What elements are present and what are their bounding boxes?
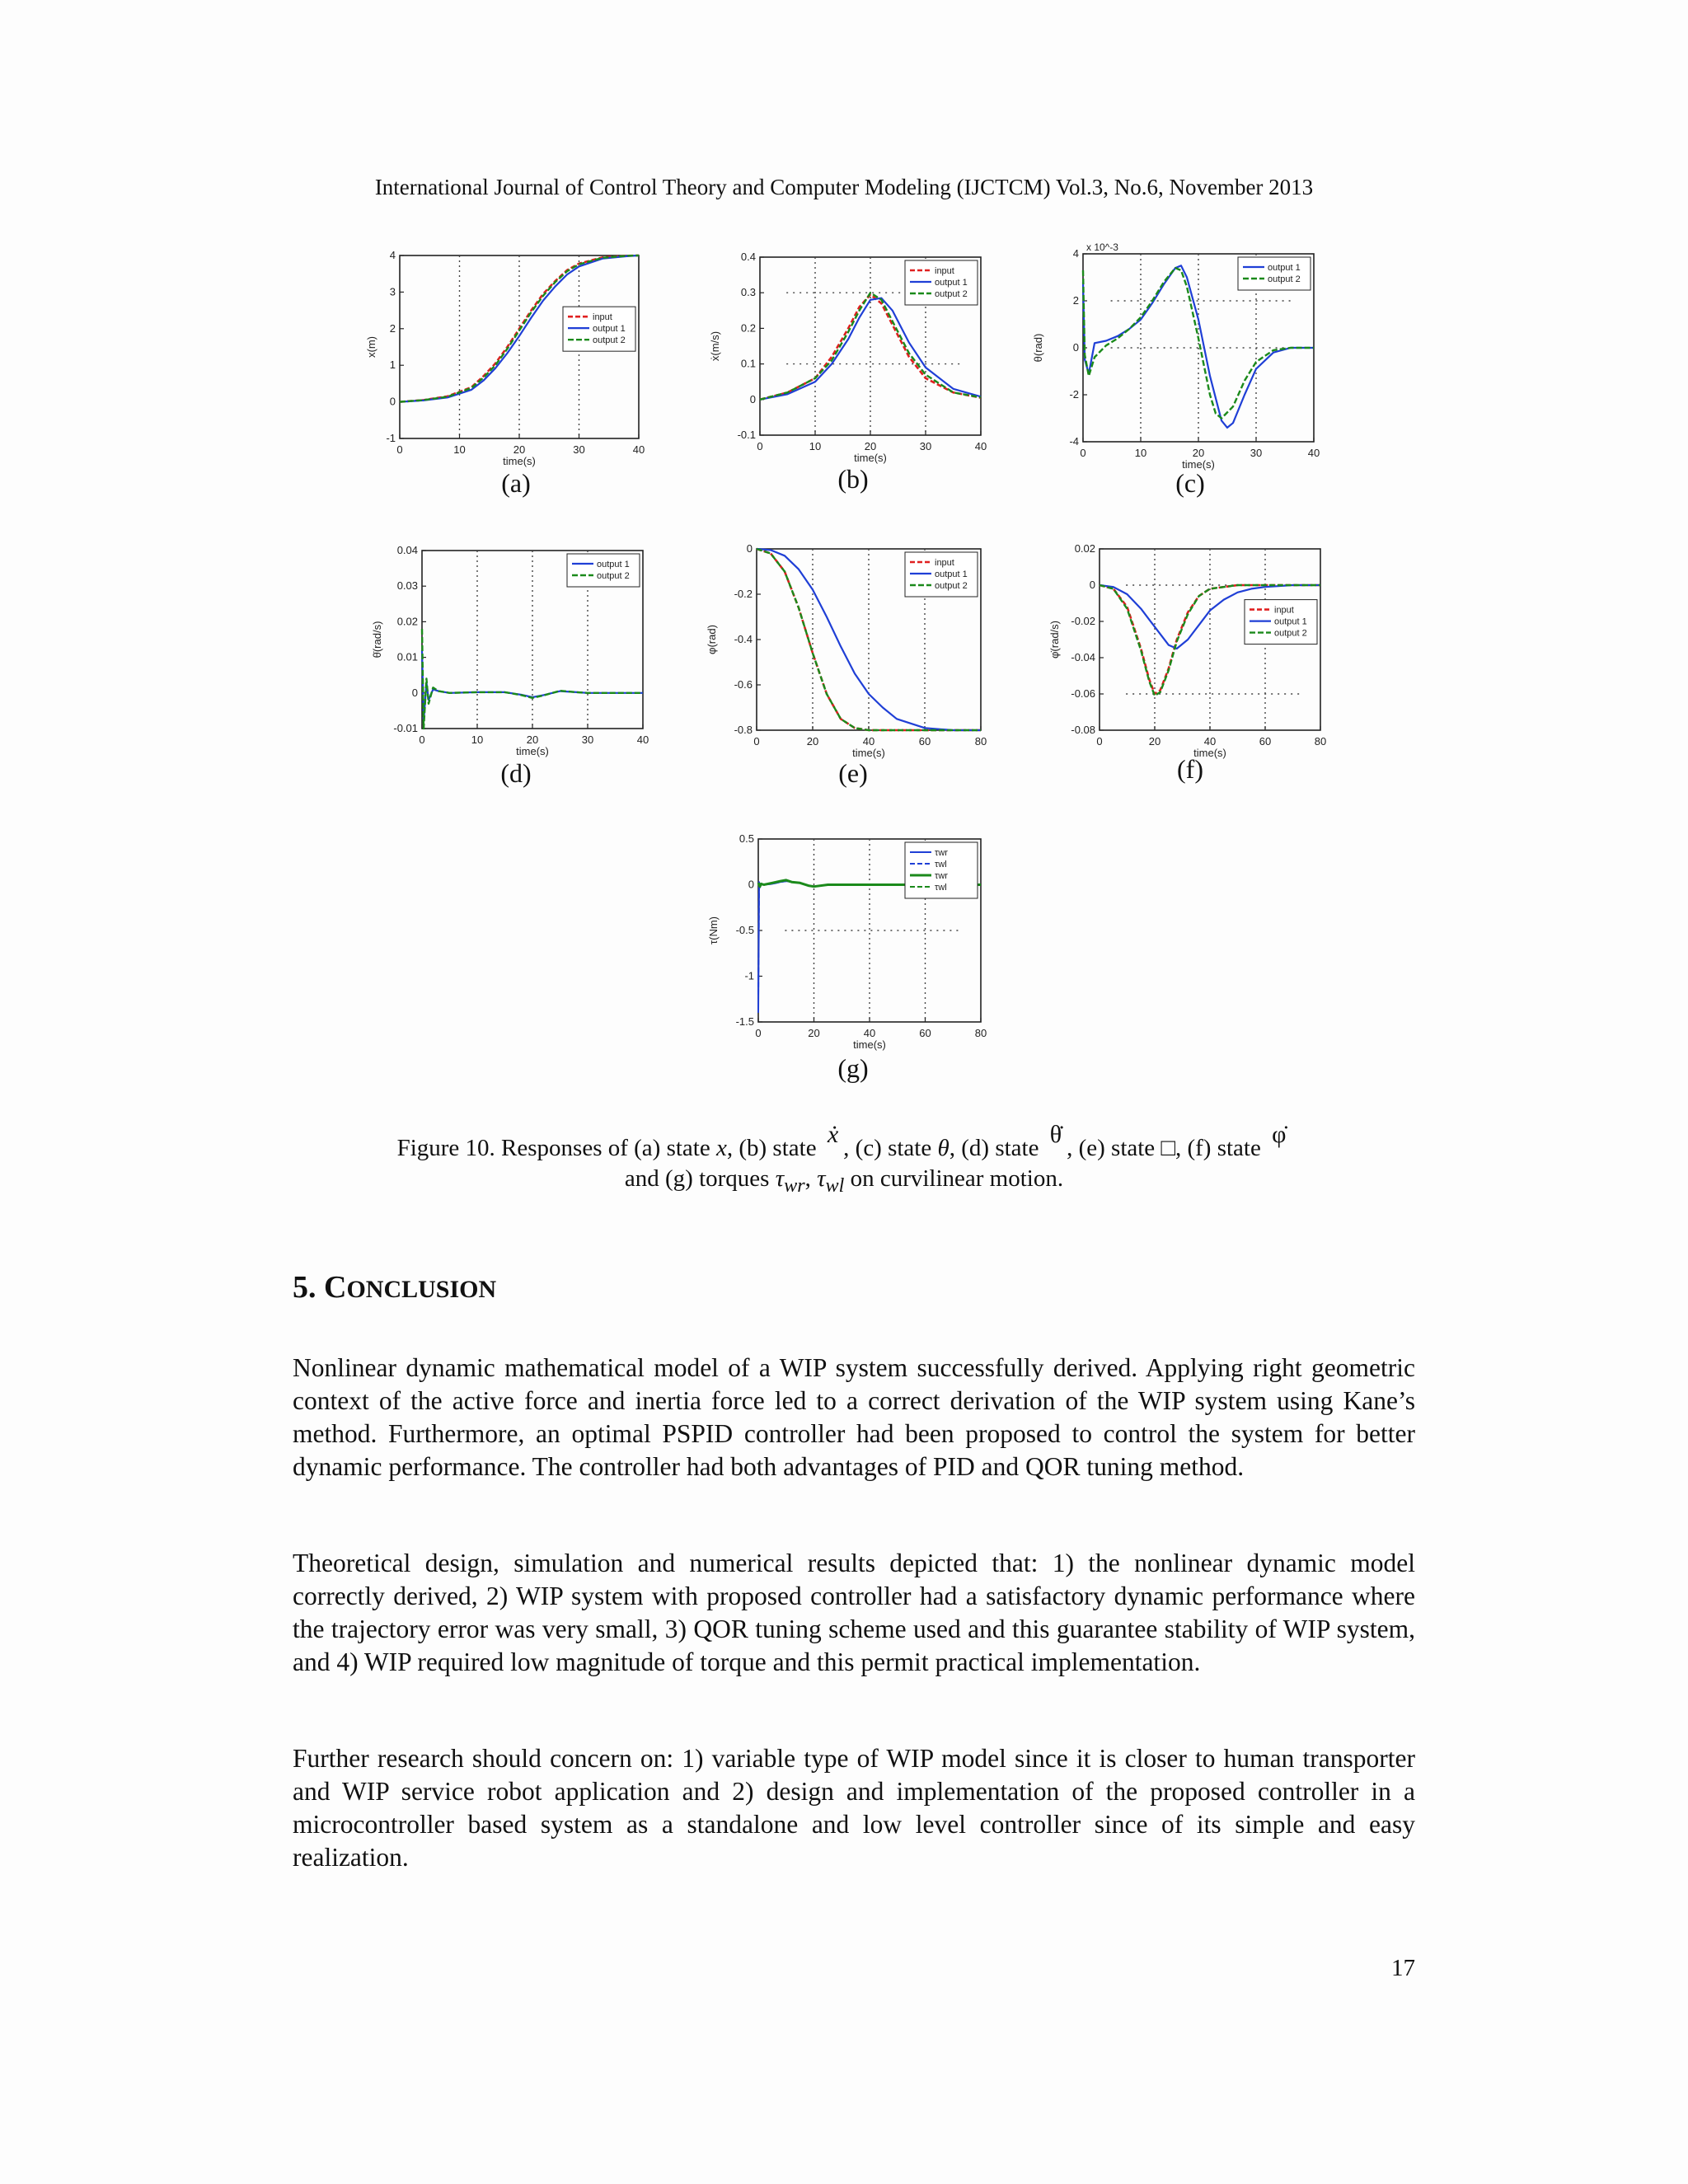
y-axis-label: x(m) [365,336,377,358]
subfigure-label-d: (d) [500,758,532,788]
x-tick-label: 10 [809,440,822,452]
y-tick-label: 0 [748,878,754,891]
y-tick-label: -0.06 [1071,687,1095,700]
x-axis-label: time(s) [852,747,885,759]
y-tick-label: 0.3 [740,286,756,299]
legend-label: output 2 [593,335,626,346]
legend-label: output 1 [935,278,968,288]
legend-label: input [593,312,612,323]
x-tick-label: 40 [863,1027,876,1039]
x-tick-label: 60 [918,735,931,748]
y-tick-label: -0.02 [1071,615,1095,627]
x-tick-label: 60 [919,1027,931,1039]
subfigure-label-f: (f) [1177,754,1203,784]
x-tick-label: 20 [864,440,877,452]
caption-text: Figure 10. Responses of (a) state [396,1135,716,1161]
plot-f [1040,536,1337,766]
x-axis-label: time(s) [853,1038,886,1051]
paragraph-1: Nonlinear dynamic mathematical model of a WIP system successfully derived. Applying right geometric context of the active force and inertia force led to a correct derivation of the WIP system using Kane’s method. Furthermore, an optimal PSPID controller had been proposed to control the system for better dynamic performance. The controller had both advantages of PID and QOR tuning method. [293,1353,1415,1481]
y-tick-label: -2 [1069,388,1079,401]
y-axis-label: ẋ(m/s) [709,330,721,362]
legend-label: output 2 [1268,274,1301,284]
y-tick-label: 0.1 [740,357,756,370]
y-tick-label: 0 [1072,341,1079,354]
x-tick-label: 20 [808,1027,820,1039]
plot-c [1032,241,1337,480]
plot-b [701,241,997,480]
x-tick-label: 10 [453,443,466,456]
section-number: 5. [293,1270,324,1305]
legend-label: input [935,266,954,276]
y-tick-label: -0.01 [393,722,418,734]
y-tick-label: -0.5 [735,924,754,936]
x-tick-label: 20 [806,735,819,748]
x-axis-label: time(s) [516,745,549,757]
x-tick-label: 40 [1203,735,1217,748]
legend-label: τwl [935,860,947,869]
paragraph-3: Further research should concern on: 1) variable type of WIP model since it is closer to human transporter and WIP service robot application and 2) design and implementation of the proposed controller in a microcontroller based system as a standalone and low level controller since of its simple and easy realization. [293,1744,1415,1872]
legend-label: output 1 [597,560,630,569]
y-tick-label: 4 [389,249,396,261]
x-tick-label: 80 [974,1027,987,1039]
y-tick-label: -0.1 [737,429,756,441]
plot-a [363,241,659,480]
plot-d [363,536,659,766]
caption-symbol: τ [817,1165,826,1192]
y-tick-label: 0.04 [396,544,418,556]
legend-label: τwl [935,883,947,893]
legend-label: output 1 [1274,616,1307,627]
y-axis-label: θ(rad) [1032,333,1044,363]
x-axis-label: time(s) [1193,747,1226,759]
caption-text: , (f) state [1175,1135,1268,1161]
y-axis-label: φ̇(rad/s) [1048,621,1061,658]
y-tick-label: -0.6 [734,678,753,691]
legend-label: τwr [935,871,948,881]
figure-caption-line-1 [0,1121,1688,1162]
x-tick-label: 20 [513,443,526,456]
y-tick-label: -0.08 [1071,724,1095,736]
legend-label: output 1 [1268,263,1301,273]
y-tick-label: -0.8 [734,724,753,736]
x-tick-label: 0 [396,443,403,456]
x-tick-label: 30 [1250,447,1263,459]
subfigure-label-b: (b) [837,464,869,494]
x-tick-label: 20 [1148,735,1161,748]
caption-symbol: □ [1160,1135,1175,1161]
legend-box [567,554,640,587]
series-line [422,629,643,729]
y-tick-label: 2 [389,321,396,335]
section-initial: C [324,1270,347,1305]
y-tick-label: 4 [1072,247,1079,260]
section-heading [293,1269,496,1305]
y-tick-label: 0.01 [396,650,418,663]
y-tick-label: 0.02 [1074,542,1095,555]
plot-e [701,536,997,766]
legend-label: output 2 [935,581,968,591]
x-axis-label: time(s) [503,455,536,467]
section-title-rest: ONCLUSION [346,1276,497,1303]
y-tick-label: 0 [749,392,756,405]
plot-g [701,826,997,1057]
y-tick-label: -1 [744,969,754,982]
y-tick-label: -1.5 [735,1015,754,1028]
subfigure-label-c: (c) [1175,468,1205,498]
caption-text: , (e) state [1067,1135,1161,1161]
x-tick-label: 0 [753,735,760,748]
y-tick-label: -1 [386,432,396,444]
y-tick-label: -0.2 [734,588,753,600]
y-axis-label: φ(rad) [706,625,718,654]
x-tick-label: 60 [1259,735,1272,748]
x-axis-label: time(s) [854,452,887,464]
legend-label: output 1 [935,569,968,579]
caption-symbol: φ̇ [1272,1121,1287,1148]
y-tick-label: 0 [746,542,753,555]
running-header: International Journal of Control Theory and Computer Modeling (IJCTCM) Vol.3, No.6, November 2013 [374,175,1314,199]
caption-subscript: wr [784,1174,805,1197]
y-axis-label: θ̇(rad/s) [371,621,383,658]
y-tick-label: -4 [1069,435,1079,448]
x-tick-label: 40 [974,440,987,452]
caption-subscript: wl [825,1174,845,1197]
x-tick-label: 80 [974,735,987,748]
x-tick-label: 30 [581,733,594,746]
subfigure-label-e: (e) [838,758,868,788]
y-tick-label: 0 [1089,579,1095,591]
x-tick-label: 40 [632,443,645,456]
x-tick-label: 10 [1134,447,1147,459]
page-number: 17 [1391,1955,1415,1981]
legend-label: output 2 [1274,628,1307,639]
y-axis-label: τ(Nm) [707,916,720,945]
y-tick-label: 2 [1072,294,1079,307]
legend-box [1238,257,1311,290]
caption-text: , (b) state [726,1135,823,1161]
x-tick-label: 20 [1192,447,1205,459]
x-tick-label: 0 [1080,447,1086,459]
subfigure-label-g: (g) [837,1053,869,1083]
paragraph-2: Theoretical design, simulation and numerical results depicted that: 1) the nonlinear dynamic model correctly derived, 2) WIP system with proposed controller had a satisfactory dynamic performance where the trajectory error was very small, 3) QOR tuning scheme used and this guarantee stability of WIP system, and 4) WIP required low magnitude of torque and this permit practical implementation. [293,1549,1415,1676]
caption-text: , (c) state [843,1135,938,1161]
series-line [760,298,981,400]
x-tick-label: 40 [862,735,875,748]
caption-text: , (d) state [949,1135,1045,1161]
legend-label: input [935,558,954,568]
figure-caption-line-2 [0,1165,1688,1197]
caption-text: , [804,1165,818,1192]
x-tick-label: 40 [1307,447,1320,459]
y-tick-label: 0.2 [740,321,756,335]
x-axis-label: time(s) [1182,458,1215,471]
y-multiplier-label: x 10^-3 [1086,241,1118,253]
legend-label: input [1274,605,1294,616]
y-tick-label: 0.02 [396,615,418,628]
subfigure-label-a: (a) [501,468,531,498]
caption-symbol: θ̇ [1049,1121,1062,1148]
y-tick-label: 0 [389,395,396,408]
y-tick-label: 0 [411,686,418,699]
caption-text: on curvilinear motion. [844,1165,1064,1192]
x-tick-label: 30 [573,443,585,456]
y-tick-label: 3 [389,285,396,298]
y-tick-label: 0.4 [740,251,756,263]
legend-label: output 2 [597,571,630,581]
caption-text: and (g) torques [624,1165,776,1192]
x-tick-label: 0 [1096,735,1103,748]
legend-label: output 2 [935,289,968,299]
caption-symbol: θ [937,1135,950,1161]
y-tick-label: 0.03 [396,579,418,593]
x-tick-label: 0 [757,440,763,452]
x-tick-label: 80 [1314,735,1327,748]
x-tick-label: 0 [419,733,425,746]
x-tick-label: 20 [526,733,539,746]
x-tick-label: 40 [636,733,649,746]
y-tick-label: -0.04 [1071,651,1095,663]
y-tick-label: 0.5 [738,832,754,845]
y-tick-label: 1 [389,359,396,372]
legend-label: τwr [935,848,948,858]
caption-symbol: τ [775,1165,785,1192]
x-tick-label: 10 [471,733,484,746]
x-tick-label: 30 [919,440,932,452]
caption-symbol: x [715,1135,727,1161]
caption-symbol: ẋ [827,1121,839,1148]
y-tick-label: -0.4 [734,633,753,645]
x-tick-label: 0 [755,1027,762,1039]
legend-label: output 1 [593,324,626,335]
